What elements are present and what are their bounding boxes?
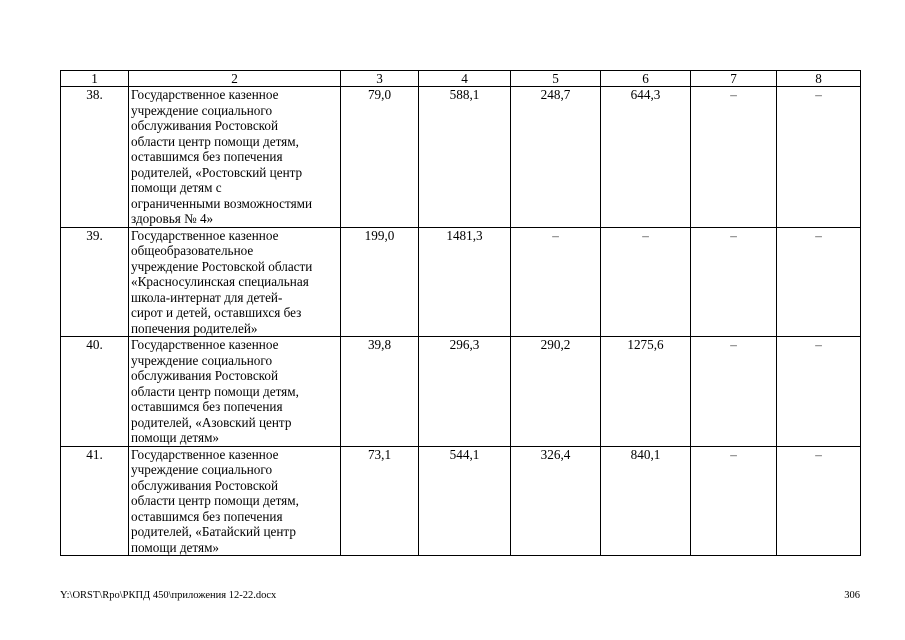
table-row — [61, 87, 861, 228]
organization-name: Государственное казенное общеобразовательное учреждение Ростовской области «Красносулинская специальная школа-интернат для детей- сирот и детей, оставшихся без попечения родителей» — [129, 227, 341, 337]
value-col-5: 290,2 — [511, 337, 601, 447]
value-col-6: 840,1 — [601, 446, 691, 556]
value-col-4: 1481,3 — [419, 227, 511, 337]
header-row — [61, 71, 861, 87]
value-col-8: – — [777, 337, 861, 447]
value-col-6: – — [601, 227, 691, 337]
value-col-3: 39,8 — [341, 337, 419, 447]
value-col-6: 1275,6 — [601, 337, 691, 447]
value-col-4: 588,1 — [419, 87, 511, 228]
value-col-8: – — [777, 87, 861, 228]
table-row — [61, 337, 861, 447]
row-number: 41. — [61, 446, 129, 556]
column-header-2: 2 — [129, 71, 341, 87]
value-col-8: – — [777, 227, 861, 337]
value-col-7: – — [691, 87, 777, 228]
column-header-8: 8 — [777, 71, 861, 87]
column-header-1: 1 — [61, 71, 129, 87]
organization-name: Государственное казенное учреждение социального обслуживания Ростовской области центр помощи детям, оставшимся без попечения родителей, «Батайский центр помощи детям» — [129, 446, 341, 556]
column-header-5: 5 — [511, 71, 601, 87]
column-header-4: 4 — [419, 71, 511, 87]
value-col-5: 248,7 — [511, 87, 601, 228]
budget-table — [60, 70, 861, 556]
value-col-7: – — [691, 227, 777, 337]
page-number: 306 — [844, 590, 860, 601]
value-col-8: – — [777, 446, 861, 556]
organization-name: Государственное казенное учреждение социального обслуживания Ростовской области центр помощи детям, оставшимся без попечения родителей, «Ростовский центр помощи детям с ограниченными возможностями здоровья № 4» — [129, 87, 341, 228]
value-col-5: – — [511, 227, 601, 337]
row-number: 39. — [61, 227, 129, 337]
row-number: 40. — [61, 337, 129, 447]
value-col-3: 73,1 — [341, 446, 419, 556]
value-col-7: – — [691, 337, 777, 447]
value-col-3: 199,0 — [341, 227, 419, 337]
row-number: 38. — [61, 87, 129, 228]
column-header-3: 3 — [341, 71, 419, 87]
value-col-4: 296,3 — [419, 337, 511, 447]
organization-name: Государственное казенное учреждение социального обслуживания Ростовской области центр помощи детям, оставшимся без попечения родителей, «Азовский центр помощи детям» — [129, 337, 341, 447]
value-col-7: – — [691, 446, 777, 556]
table-row — [61, 227, 861, 337]
value-col-6: 644,3 — [601, 87, 691, 228]
value-col-5: 326,4 — [511, 446, 601, 556]
column-header-6: 6 — [601, 71, 691, 87]
footer-file-path: Y:\ORST\Rpo\РКПД 450\приложения 12-22.docx — [60, 590, 277, 601]
value-col-4: 544,1 — [419, 446, 511, 556]
column-header-7: 7 — [691, 71, 777, 87]
value-col-3: 79,0 — [341, 87, 419, 228]
table-row — [61, 446, 861, 556]
